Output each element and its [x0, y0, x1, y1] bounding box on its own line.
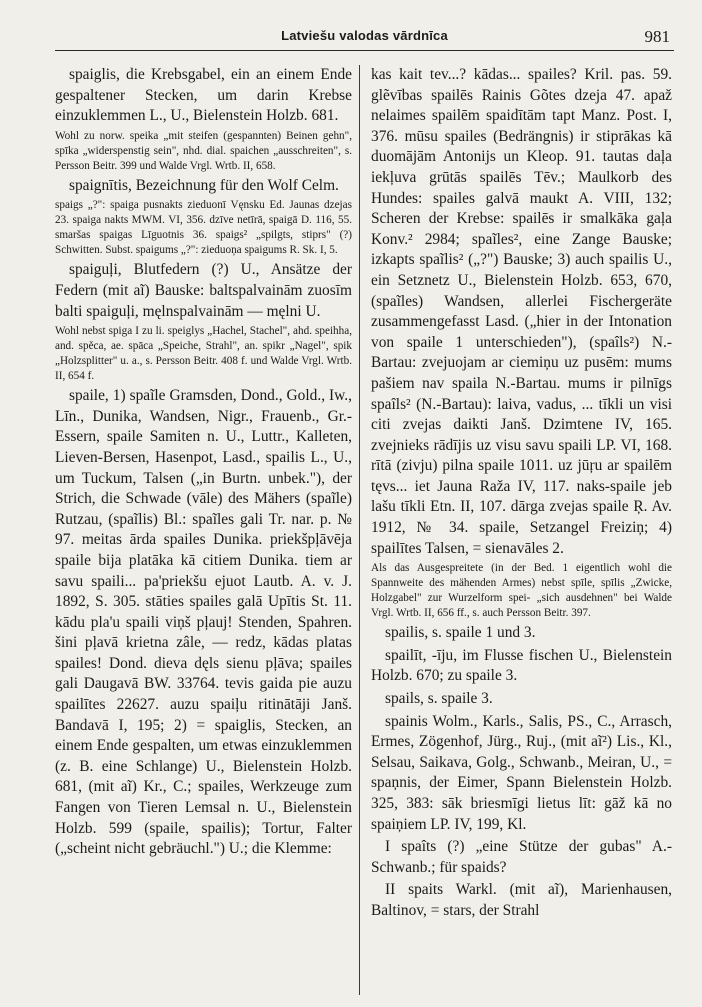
etymology-spaile: Als das Ausgespreitete (in der Bed. 1 eigentlich wohl die Spannweite des mähenden Armes) nebst spīle, spīlis „Zwicke, Holzgabel" zur Wurzelform spei- „sich ausdehnen" bei Walde Vrgl. Wrtb. II, 656 ff., s. auch Persson Beitr. 397. — [371, 562, 672, 620]
entry-spails: spails, s. spaile 3. — [385, 690, 493, 708]
entry-spaignitis: spaignītis, Bezeichnung für den Wolf Celm. — [69, 176, 339, 194]
page-header — [55, 28, 674, 51]
right-column — [371, 65, 672, 922]
entry-spaiguli: spaiguļi, Blutfedern (?) U., Ansätze der Federn (mit aĩ) Bauske: baltspalvainām zuosīm balti spaiguļi, męlnspalvainām — męlni U. — [55, 261, 352, 320]
entry-spaile-continued: kas kait tev...? kādas... spailes? Kril. pas. 59. glẽvības spailēs Rainis Gõtes dzeja 47. apaž nelaimes spailēm spaidītām tapt Manz. Post. I, 376. mūsu spailes (Bedrängnis) ir stiprākas kā duomājām Antonijs un Kleop. 91. tautas daļa iekļuva grūtās spailēs Tēv.; Maulkorb des Hundes: spailes galvā maukt A. VIII, 132; Scheren der Krebse: spailēs ir smalkāka gaļa Konv.² 2984; spaĩles², eine Zange Bauske; izkapts spaĩlis² („?") Bauske; 3) auch spailis U., ein Setznetz U., Bielenstein Holzb. 653, 670, (spaĩles) Wandsen, allerlei Fischergeräte zusammengefasst Lasd. („hier in der Intonation von spaile 1 unterschieden"), (spaîls²) N.-Bartau: zvejuojam ar ciemiņu uz pusēm: mums pašiem nav spaila N.-Bartau. mums ir pilnīgs spaîls² (N.-Bartau): laiva, vadus, ... tīkli un visi citi zvejas daikti Janš. Dzimtene IV, 165. zvejnieks rādījis uz visu savu spaili LP. VI, 168. rītā (zivju) pilna spaile 1011. uz jūŗu ar spailēm tęvs... iet Jauna Raža IV, 117. naks-spaile jeb lašu tīkli Etn. II, 107. dārga zvejas spaile Ŗ. Av. 1912, № 34. spaile, Setzangel Freiziņ; 4) spailītes Talsen, = sienavāles 2. — [371, 66, 672, 557]
entry-spailis: spailis, s. spaile 1 und 3. — [385, 624, 536, 642]
entry-spaile: spaile, 1) spaĩle Gramsden, Dond., Gold., Iw., Līn., Dunika, Wandsen, Nigr., Frauenb., Gr.-Essern, spaile Samiten n. U., Luttr., Kalleten, Lieven-Bersen, Hasenpot, Lasd., spailis L., U., um Tuckum, Talsen („in Burtn. unbek."), der Strich, die Schwade (vāle) des Mähers (spaĩle) Rutzau, (spaĩlis) Bl.: spaĩles gali Tr. nar. p. № 97. meitas ārda spailes Dunika. priekšpļāvēja spaile bija platāka kā citiem Dunika. tiem ar savu spaili... pa'priekšu ejuot Lautb. A. v. J. 1892, S. 305. stāties spailes galā Upītis St. 11. kādu pla'u spaili viņš pļauj! Stenden, Spahren. šini pļavā krietna zâle, — redz, kādas platas spailes! Dond. dieva dęls sienu pļāva; spailes gali Daugavā BW. 33764. tevis gaida pie auzu spailītes 22627. auzu spaiļu ritinātāji Janš. Bandavā I, 195; 2) = spaiglis, Stecken, an einem Ende gespalten, um etwas einzuklemmen (z. B. eine Schlange) U., Bielenstein Holzb. 681, (mit aĩ) Kr., C.; spailes, Werkzeuge zum Fangen von Tieren Lemsal n. U., Bielenstein Holzb. 599 (spaile, spailis); Tortur, Falter („scheint nicht gebräuchl.") U.; die Klemme: — [55, 387, 352, 858]
entry-spailit: spailīt, -īju, im Flusse fischen U., Bielenstein Holzb. 670; zu spaile 3. — [371, 646, 672, 685]
entry-spaits-i: I spaîts (?) „eine Stütze der gubas" A.-Schwanb.; für spaids? — [371, 838, 672, 876]
column-divider — [359, 65, 360, 995]
page-number: 981 — [644, 27, 670, 46]
entry-spaiglis: spaiglis, die Krebsgabel, ein an einem Ende gespaltener Stecken, um darin Krebse einzuklemmen L., U., Bielenstein Holzb. 681. — [55, 66, 352, 125]
entry-spaigs: spaigs „?": spaiga pusnakts zieduonī Vęnsku Ed. Jaunas dzejas 23. spaiga nakts MWM. VI, 356. dzīve netīrā, spaigā D. 116, 55. smaršas spaigas Līguotnis 36. spaigs² „spilgts, stiprs" (?) Schwitten. Subst. spaigums „?": zieduoņa spaigums R. Sk. I, 5. — [55, 199, 352, 257]
etymology-spaiglis: Wohl zu norw. speika „mit steifen (gespannten) Beinen gehn", spīka „widerspenstig sein", nhd. dial. spaichen „ausschreiten", s. Persson Beitr. 399 und Walde Vrgl. Wrtb. II, 658. — [55, 129, 352, 172]
left-column — [55, 65, 352, 860]
entry-spaits-ii: II spaits Warkl. (mit aĩ), Marienhausen, Baltinov, = stars, der Strahl — [371, 881, 672, 919]
entry-spainis: spainis Wolm., Karls., Salis, PS., C., Arrasch, Ermes, Zögenhof, Jürg., Ruj., (mit aĩ²) Lis., Kl., Selsau, Saikava, Golg., Schwanb., Meiran, U., = spaņnis, der Eimer, Spann Bielenstein Holzb. 325, 383: sāk briesmīgi lietus līt: gāž kā no spaiņiem LP. IV, 199, Kl. — [371, 712, 672, 833]
running-title: Latviešu valodas vārdnīca — [281, 28, 448, 43]
etymology-spaiguli: Wohl nebst spiga I zu li. speiglys „Hachel, Stachel", ahd. speihha, and. spěca, ae. spāca „Speiche, Strahl", an. spikr „Nagel", spik „Holzsplitter" u. a., s. Persson Beitr. 408 f. und Walde Vrgl. Wrtb. II, 654 f. — [55, 325, 352, 383]
